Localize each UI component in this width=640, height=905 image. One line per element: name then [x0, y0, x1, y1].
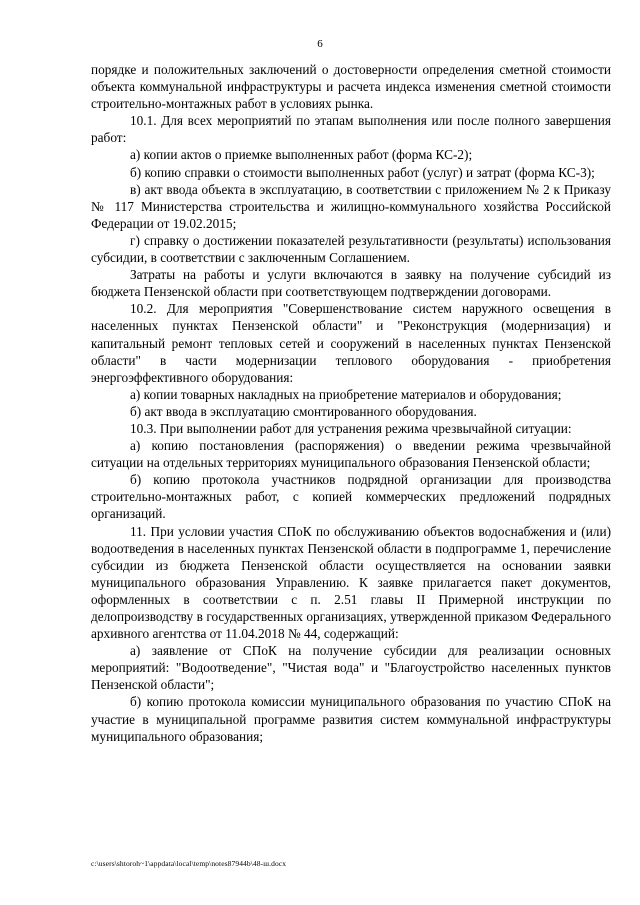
list-item-10-1-g: г) справку о достижении показателей результативности (результаты) использования субсидии, в соответствии с заключенным Соглашением. — [91, 232, 611, 266]
paragraph-11: 11. При условии участия СПоК по обслуживанию объектов водоснабжения и (или) водоотведения в населенных пунктах Пензенской области в подпрограмме 1, перечисление субсидии из бюджета Пензенской области осуществляется на основании заявки муниципального образования Управлению. К заявке прилагается пакет документов, оформленных в соответствии с п. 2.51 главы II Примерной инструкции по делопроизводству в государственных организациях, утвержденной приказом Федерального архивного агентства от 11.04.2018 № 44, содержащий: — [91, 523, 611, 642]
paragraph-10-1: 10.1. Для всех мероприятий по этапам выполнения или после полного завершения работ: — [91, 113, 611, 146]
list-item-10-1-v: в) акт ввода объекта в эксплуатацию, в соответствии с приложением № 2 к Приказу № 117 Министерства строительства и жилищно-коммунального хозяйства Российской Федерации от 19.02.2015; — [91, 181, 611, 231]
list-item-10-1-a: а) копии актов о приемке выполненных работ (форма КС-2); — [130, 147, 473, 163]
list-item-11-a: а) заявление от СПоК на получение субсидии для реализации основных мероприятий: "Водоотведение", "Чистая вода" и "Благоустройство населенных пунктов Пензенской области"; — [91, 643, 611, 693]
paragraph-costs: Затраты на работы и услуги включаются в заявку на получение субсидий из бюджета Пензенской области при соответствующем подтверждении договорами. — [91, 267, 611, 300]
paragraph-10-3: 10.3. При выполнении работ для устранения режима чрезвычайной ситуации: — [130, 420, 572, 436]
paragraph-10-2: 10.2. Для мероприятия "Совершенствование систем наружного освещения в населенных пунктах Пензенской области" и "Реконструкция (модернизация) и капитальный ремонт тепловых сетей и сооружений в населенных пунктах Пензенской области" в части модернизации теплового оборудования - приобретения энергоэффективного оборудования: — [91, 301, 611, 385]
list-item-10-2-b: б) акт ввода в эксплуатацию смонтированного оборудования. — [130, 403, 477, 419]
footer-file-path: c:\users\shtoroh~1\appdata\local\temp\notes87944b\48-ш.docx — [91, 859, 287, 868]
list-item-10-1-b: б) копию справки о стоимости выполненных работ (услуг) и затрат (форма КС-3); — [130, 164, 595, 180]
list-item-10-2-a: а) копии товарных накладных на приобретение материалов и оборудования; — [130, 386, 562, 402]
list-item-10-3-a: а) копию постановления (распоряжения) о введении режима чрезвычайной ситуации на отдельных территориях муниципального образования Пензенской области; — [91, 438, 611, 471]
list-item-11-b: б) копию протокола комиссии муниципального образования по участию СПоК на участие в муниципальной программе развития систем коммунальной инфраструктуры муниципального образования; — [91, 694, 611, 744]
document-body — [91, 61, 611, 745]
paragraph-continuation: порядке и положительных заключений о достоверности определения сметной стоимости объекта коммунальной инфраструктуры и расчета индекса изменения сметной стоимости строительно-монтажных работ в условиях рынка. — [91, 62, 611, 112]
page-number: 6 — [317, 38, 323, 50]
list-item-10-3-b: б) копию протокола участников подрядной организации для производства строительно-монтажных работ, с копией коммерческих предложений подрядных организаций. — [91, 472, 611, 522]
